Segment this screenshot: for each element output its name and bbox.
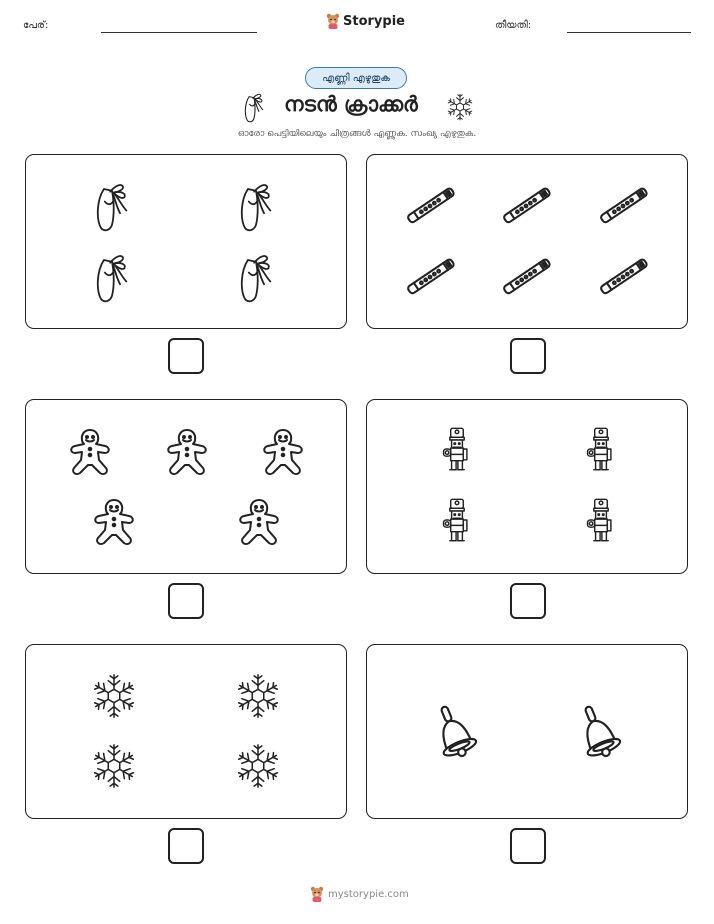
gingerbread-man-icon	[66, 427, 114, 477]
nutcracker-soldier-icon	[583, 497, 619, 543]
ballet-shoe-icon	[92, 251, 132, 303]
count-panel-snowflakes	[25, 644, 347, 819]
flute-icon	[405, 181, 455, 231]
flute-icon	[598, 252, 648, 302]
count-panel-gingerbread	[25, 399, 347, 574]
ballet-shoe-icon	[242, 91, 266, 123]
snowflake-icon	[235, 742, 281, 790]
date-line[interactable]	[567, 32, 691, 33]
gingerbread-man-icon	[163, 427, 211, 477]
gingerbread-man-icon	[259, 427, 307, 477]
snowflake-icon	[91, 672, 137, 720]
count-panel-flutes	[366, 154, 688, 329]
answer-box-gingerbread[interactable]	[168, 583, 204, 619]
title-row	[0, 88, 714, 126]
count-panel-ballet-shoes	[25, 154, 347, 329]
answer-box-ballet-shoes[interactable]	[168, 338, 204, 374]
date-label: തീയതി:	[495, 20, 532, 31]
activity-badge: എണ്ണി എഴുതുക	[305, 67, 407, 89]
ballet-shoe-icon	[236, 251, 276, 303]
flute-icon	[598, 181, 648, 231]
nutcracker-soldier-icon	[439, 497, 475, 543]
footer-url[interactable]: mystorypie.com	[328, 888, 409, 900]
count-panel-bells	[366, 644, 688, 819]
bell-icon	[429, 699, 481, 767]
bell-icon	[573, 699, 625, 767]
snowflake-icon	[91, 742, 137, 790]
answer-box-nutcrackers[interactable]	[510, 583, 546, 619]
brand-logo	[326, 13, 405, 29]
flute-icon	[405, 252, 455, 302]
brand-name: Storypie	[343, 13, 405, 29]
snowflake-icon	[446, 92, 474, 122]
nutcracker-soldier-icon	[439, 426, 475, 472]
gingerbread-man-icon	[235, 497, 283, 547]
answer-box-snowflakes[interactable]	[168, 828, 204, 864]
ballet-shoe-icon	[92, 180, 132, 232]
ballet-shoe-icon	[236, 180, 276, 232]
bear-mascot-icon	[326, 13, 340, 29]
answer-box-bells[interactable]	[510, 828, 546, 864]
name-label: പേര്:	[23, 20, 49, 31]
gingerbread-man-icon	[90, 497, 138, 547]
name-line[interactable]	[101, 32, 257, 33]
footer	[310, 886, 409, 902]
answer-box-flutes[interactable]	[510, 338, 546, 374]
flute-icon	[501, 252, 551, 302]
page-title: നടൻ ക്രാക്കർ	[284, 92, 418, 116]
count-panel-nutcrackers	[366, 399, 688, 574]
snowflake-icon	[235, 672, 281, 720]
instructions: ഓരോ പെട്ടിയിലെയും ചിത്രങ്ങൾ എണ്ണുക. സംഖ്യ എഴുതുക.	[237, 129, 477, 139]
flute-icon	[501, 181, 551, 231]
nutcracker-soldier-icon	[583, 426, 619, 472]
bear-mascot-icon	[310, 886, 324, 902]
